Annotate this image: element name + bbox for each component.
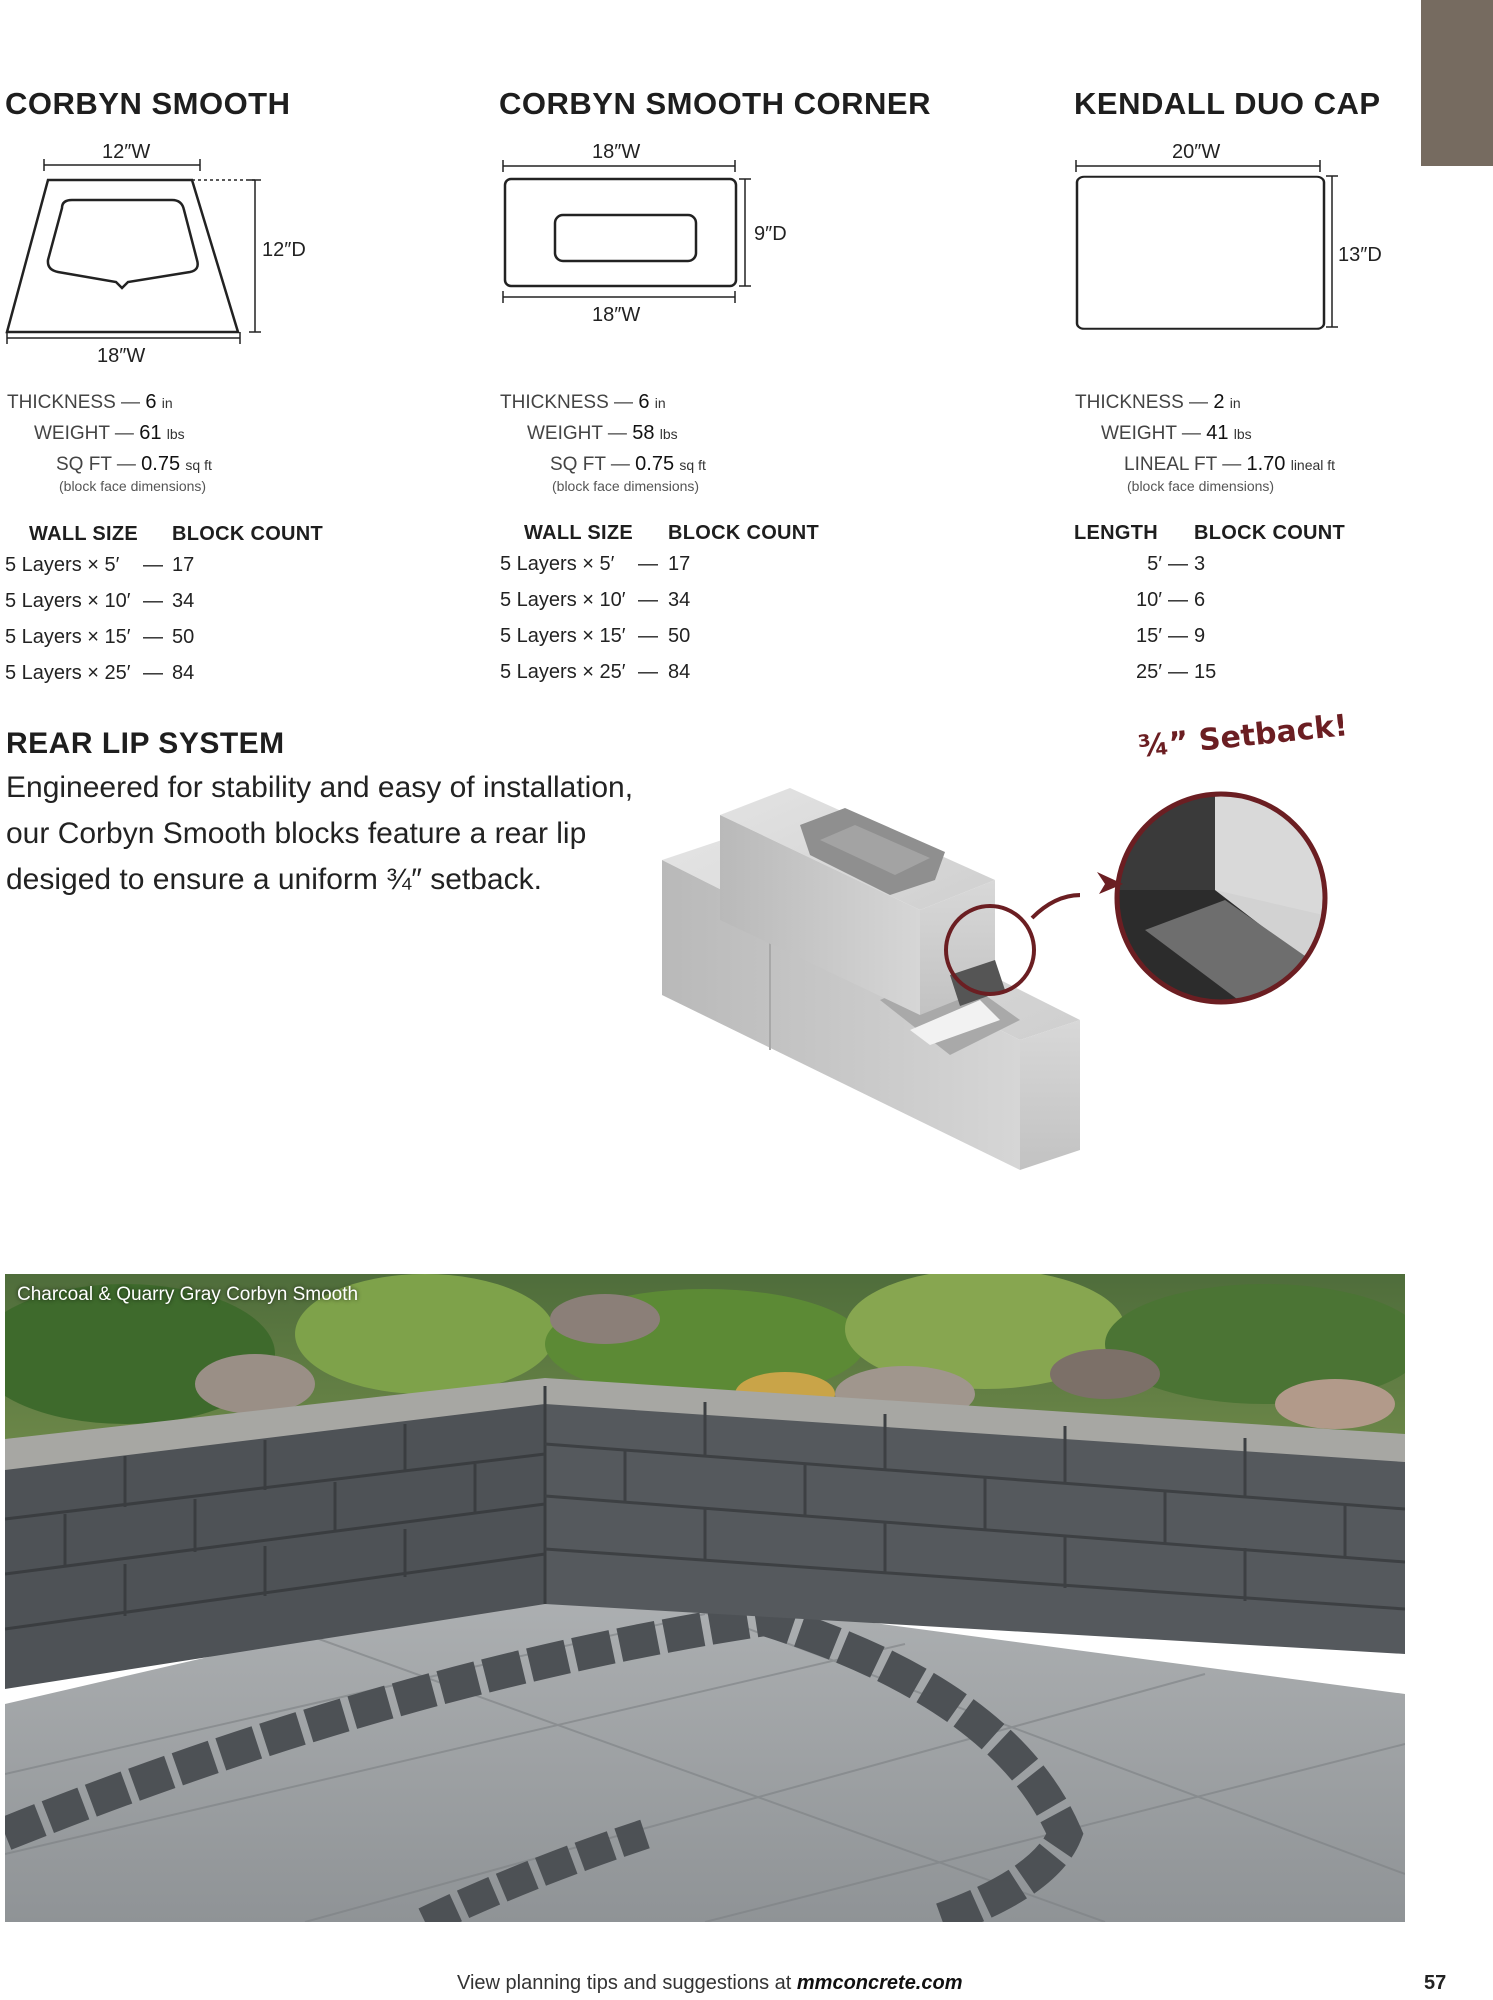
spec-sqft: SQ FT — 0.75 sq ft — [56, 453, 212, 475]
dim-depth: 13″D — [1338, 244, 1382, 266]
dim-top-width: 18″W — [592, 141, 641, 163]
table-row: 5 Layers × 15′ — 50 — [500, 625, 691, 647]
dim-top-width: 20″W — [1172, 141, 1221, 163]
block-count-table — [1074, 546, 1334, 690]
setback-callout: ¾” Setback! — [1136, 708, 1350, 765]
product-title-corbyn-smooth: CORBYN SMOOTH — [5, 86, 291, 121]
spec-weight: WEIGHT — 61 lbs — [34, 422, 185, 444]
spec-note: (block face dimensions) — [1127, 478, 1275, 494]
spec-thickness: THICKNESS — 2 in — [1075, 391, 1241, 413]
rear-lip-block-illustration — [660, 770, 1080, 1230]
table-row: 5′ — 3 — [1147, 553, 1206, 575]
spec-lineal-ft: LINEAL FT — 1.70 lineal ft — [1124, 453, 1336, 475]
dim-depth: 9″D — [754, 223, 787, 245]
table-header-block-count: BLOCK COUNT — [172, 523, 324, 545]
corbyn-smooth-diagram — [0, 140, 280, 370]
table-header-wall-size: WALL SIZE — [29, 523, 138, 545]
spec-weight: WEIGHT — 41 lbs — [1101, 422, 1252, 444]
table-row: 5 Layers × 5′ — 17 — [500, 553, 691, 575]
table-row: 10′ — 6 — [1136, 589, 1206, 611]
table-header-block-count: BLOCK COUNT — [668, 522, 820, 544]
spec-thickness: THICKNESS — 6 in — [7, 391, 173, 413]
spec-weight: WEIGHT — 58 lbs — [527, 422, 678, 444]
rear-lip-heading: REAR LIP SYSTEM — [6, 727, 285, 760]
table-row: 15′ — 9 — [1136, 625, 1206, 647]
table-row: 5 Layers × 25′ — 84 — [5, 662, 195, 684]
spec-thickness: THICKNESS — 6 in — [500, 391, 666, 413]
setback-detail-zoom — [1105, 780, 1345, 1020]
product-title-kendall-duo-cap: KENDALL DUO CAP — [1074, 86, 1381, 121]
kendall-cap-diagram — [1070, 140, 1350, 340]
table-header-block-count: BLOCK COUNT — [1194, 522, 1346, 544]
table-row: 5 Layers × 10′ — 34 — [5, 590, 195, 612]
photo-caption: Charcoal & Quarry Gray Corbyn Smooth — [17, 1284, 359, 1305]
garden-wall-photo — [5, 1274, 1405, 1922]
corbyn-corner-diagram — [495, 140, 775, 310]
dim-top-width: 12″W — [102, 141, 151, 163]
table-header-length: LENGTH — [1074, 522, 1159, 544]
page-number: 57 — [1424, 1972, 1447, 1994]
product-photo-wall — [5, 1274, 1405, 1922]
dim-depth: 12″D — [262, 239, 306, 261]
table-header-wall-size: WALL SIZE — [524, 522, 633, 544]
footer-website-link[interactable]: mmconcrete.com — [796, 1972, 963, 1994]
product-title-corbyn-smooth-corner: CORBYN SMOOTH CORNER — [499, 86, 931, 121]
spec-note: (block face dimensions) — [552, 478, 700, 494]
arrow-head-icon — [1095, 868, 1125, 898]
section-color-tab — [1421, 0, 1493, 166]
footer-text: View planning tips and suggestions at mmconcrete.com — [457, 1972, 963, 1994]
spec-sqft: SQ FT — 0.75 sq ft — [550, 453, 706, 475]
block-count-table — [5, 547, 345, 691]
table-row: 5 Layers × 10′ — 34 — [500, 589, 691, 611]
block-count-table — [500, 546, 840, 690]
table-row: 25′ — 15 — [1136, 661, 1217, 683]
dim-bottom-width: 18″W — [592, 304, 641, 326]
table-row: 5 Layers × 25′ — 84 — [500, 661, 691, 683]
spec-note: (block face dimensions) — [59, 478, 207, 494]
table-row: 5 Layers × 15′ — 50 — [5, 626, 195, 648]
rear-lip-description: Engineered for stability and easy of installation, our Corbyn Smooth blocks feature a rear lip desiged to ensure a uniform ¾″ setback. — [6, 771, 634, 896]
table-row: 5 Layers × 5′ — 17 — [5, 554, 195, 576]
dim-bottom-width: 18″W — [97, 345, 146, 367]
